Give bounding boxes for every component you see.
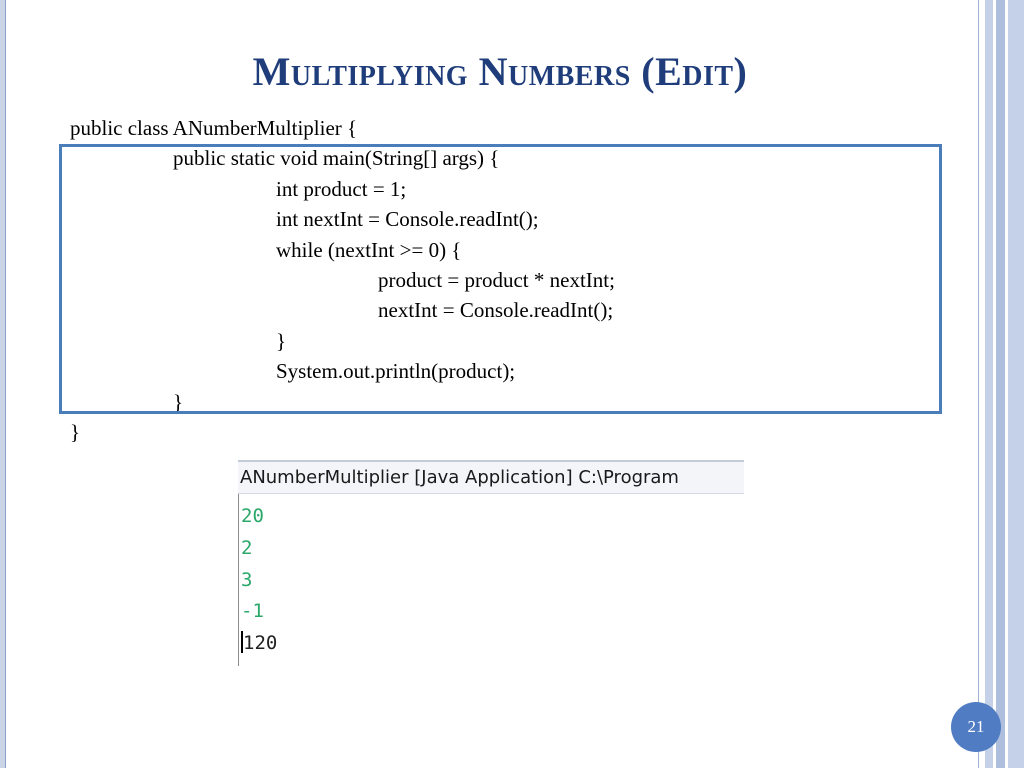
console-result: 120 <box>243 632 278 655</box>
code-highlight-box <box>59 144 942 414</box>
console-input-line: 20 <box>241 505 264 527</box>
code-line: while (nextInt >= 0) { <box>276 237 462 262</box>
left-border <box>0 0 6 768</box>
slide-title: Multiplying Numbers (Edit) <box>252 49 748 94</box>
code-line: product = product * nextInt; <box>378 267 615 292</box>
console-output <box>241 501 277 660</box>
code-line: System.out.println(product); <box>276 359 516 384</box>
code-line: } <box>173 389 184 414</box>
code-line: public class ANumberMultiplier { <box>70 116 358 140</box>
code-line: int product = 1; <box>276 176 407 201</box>
code-line: int nextInt = Console.readInt(); <box>276 207 539 232</box>
console-screenshot <box>238 460 744 666</box>
code-line: nextInt = Console.readInt(); <box>378 298 614 323</box>
right-decorative-stripes <box>978 0 1024 768</box>
console-input-line: -1 <box>241 600 264 623</box>
console-input-line: 2 <box>241 536 253 559</box>
console-input-line: 3 <box>241 568 253 591</box>
code-line: } <box>276 328 287 353</box>
page-number-badge: 21 <box>951 702 1001 752</box>
code-line: public static void main(String[] args) { <box>173 146 500 171</box>
console-header: ANumberMultiplier [Java Application] C:\Program <box>238 460 744 494</box>
code-line: } <box>70 419 81 444</box>
console-edge <box>238 494 239 666</box>
console-output-line <box>241 628 277 660</box>
